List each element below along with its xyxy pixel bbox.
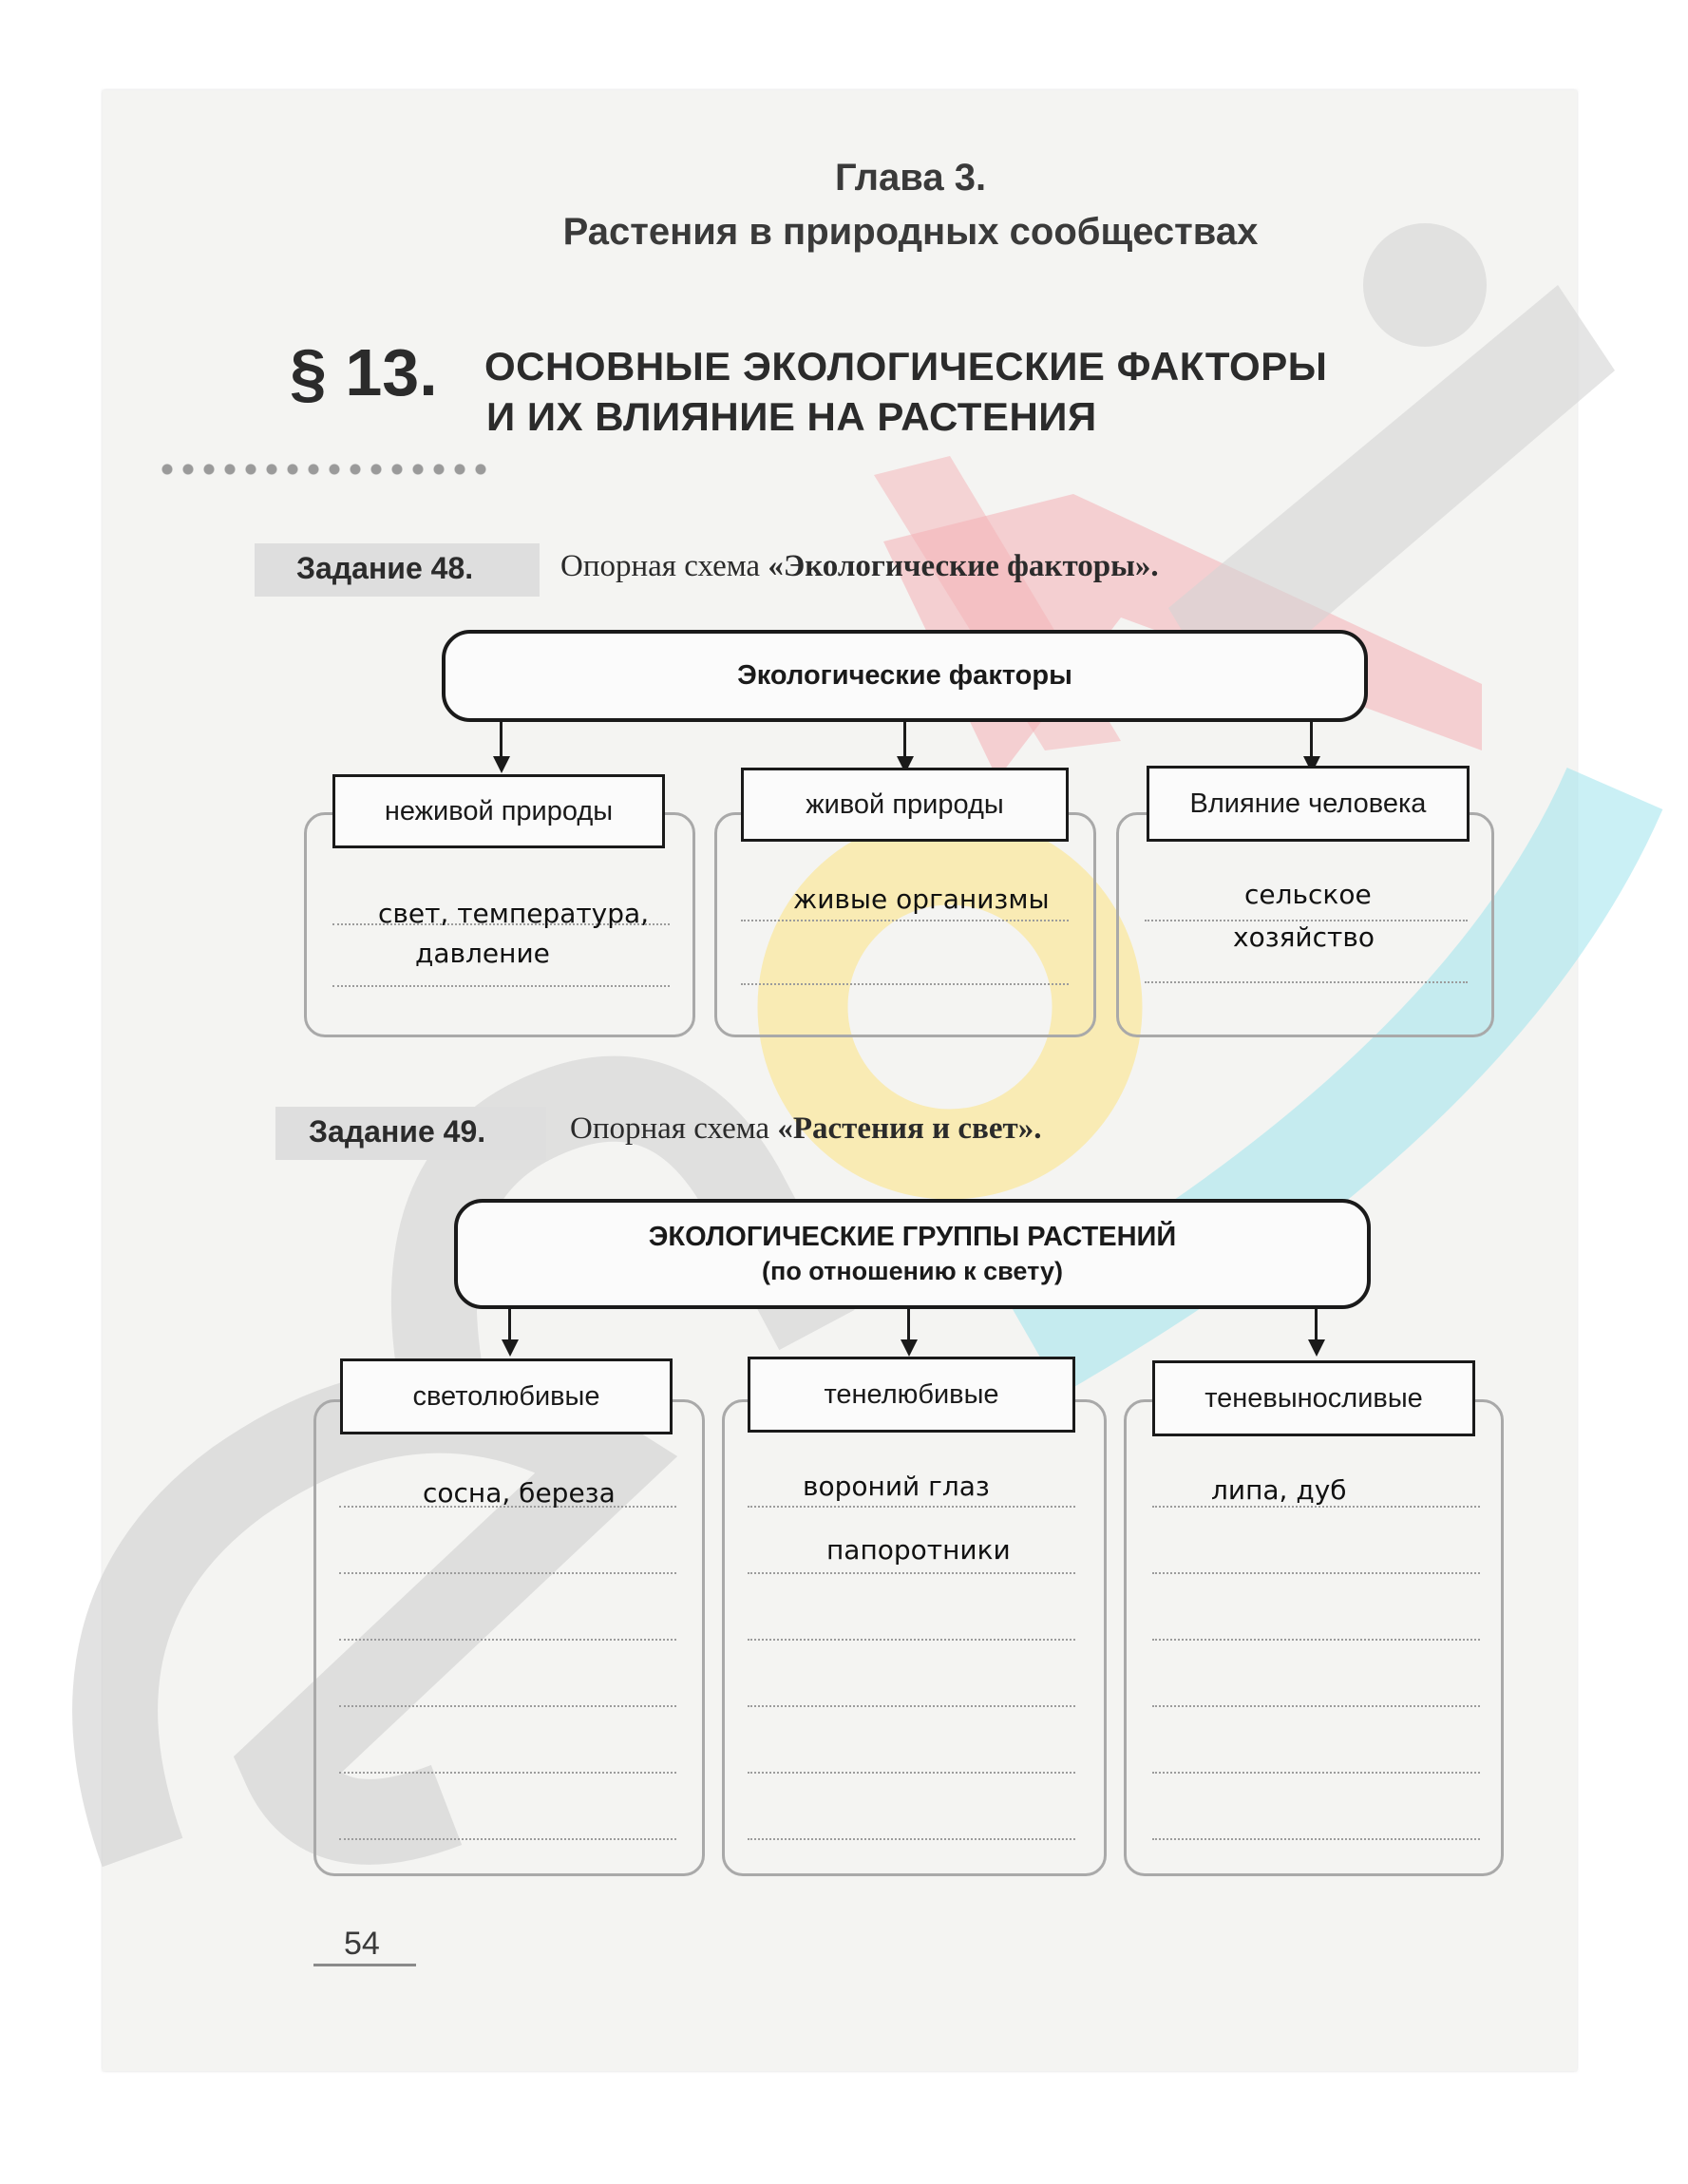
page-number-underline [313,1964,416,1966]
task49-branch-3-answer-line1: липа, дуб [1211,1474,1347,1506]
task48-branch-2-line-1 [741,920,1069,921]
task48-arrow-1-head [493,756,510,773]
task49-branch-2-answer-line1: вороний глаз [803,1471,990,1502]
task49-branch-3-line [1152,1639,1480,1641]
task49-branch-3-frame [1124,1399,1504,1876]
task49-branch-3-line [1152,1506,1480,1508]
task49-branch-3-line [1152,1705,1480,1707]
task48-branch-1-answer-line2: давление [415,938,550,969]
section-title-line2: И ИХ ВЛИЯНИЕ НА РАСТЕНИЯ [486,394,1097,439]
task48-branch-3-answer-line2: хозяйство [1233,921,1375,953]
task48-description-title: «Экологические факторы». [768,549,1159,583]
task49-branch-3-line [1152,1772,1480,1774]
task49-branch-3-line [1152,1572,1480,1574]
task49-label: Задание 49. [309,1114,486,1149]
task49-arrow-3-stem [1315,1309,1318,1341]
task49-branch-1-line [339,1772,676,1774]
task49-description-title: «Растения и свет». [777,1111,1042,1146]
task49-branch-2-label: тенелюбивые [748,1357,1075,1433]
task49-branch-2-line [748,1506,1075,1508]
task49-branch-1-line [339,1639,676,1641]
chapter-number: Глава 3. [834,157,987,199]
task48-description [560,549,1159,584]
task48-root-node [442,630,1368,722]
task48-branch-1-line-2 [332,985,670,987]
task49-branch-2-line [748,1772,1075,1774]
task48-description-prefix: Опорная схема [560,549,768,583]
task48-branch-1-answer-line1: свет, температура, [378,898,650,929]
task48-branch-2-label: живой природы [741,768,1069,842]
task49-root-node [454,1199,1371,1309]
task49-branch-3-line [1152,1838,1480,1840]
task49-root-label-line1: ЭКОЛОГИЧЕСКИЕ ГРУППЫ РАСТЕНИЙ [648,1222,1177,1252]
task48-arrow-1-stem [500,722,503,758]
task49-description-prefix: Опорная схема [570,1111,778,1146]
task49-branch-1-frame [313,1399,705,1876]
task49-branch-2-line [748,1838,1075,1840]
task49-arrow-2-head [901,1339,918,1357]
task48-arrow-2-stem [903,722,906,758]
task49-arrow-3-head [1308,1339,1325,1357]
task48-branch-3-line-2 [1145,981,1468,983]
task49-branch-1-line [339,1838,676,1840]
task49-arrow-2-stem [907,1309,910,1341]
task48-branch-2-line-2 [741,983,1069,985]
task49-branch-1-label: светолюбивые [340,1358,673,1434]
task49-branch-1-line [339,1705,676,1707]
task49-description [570,1111,1041,1147]
task48-label: Задание 48. [296,551,474,585]
task48-branch-2-frame [714,812,1096,1037]
task49-branch-2-line [748,1572,1075,1574]
section-number: § 13. [290,335,438,409]
task48-branch-3-answer-line1: сельское [1244,879,1372,910]
page-number: 54 [344,1926,380,1962]
task48-branch-2-answer-line1: живые организмы [793,883,1050,915]
task48-arrow-3-stem [1310,722,1313,758]
task49-branch-1-line [339,1572,676,1574]
section-title-line1: ОСНОВНЫЕ ЭКОЛОГИЧЕСКИЕ ФАКТОРЫ [484,344,1328,389]
chapter-title: Растения в природных сообществах [562,211,1259,253]
task49-branch-1-answer-line1: сосна, береза [423,1477,616,1509]
task48-branch-3-label: Влияние человека [1147,766,1470,842]
task49-branch-2-line [748,1705,1075,1707]
task49-branch-3-label: теневыносливые [1152,1360,1475,1436]
task49-root-label-line2: (по отношению к свету) [762,1257,1063,1285]
task48-root-label: Экологические факторы [737,660,1072,691]
task49-arrow-1-stem [508,1309,511,1341]
task49-arrow-1-head [502,1339,519,1357]
task48-branch-1-label: неживой природы [332,774,665,848]
task49-branch-2-line [748,1639,1075,1641]
decorative-dot-row [157,463,489,476]
task49-branch-2-answer-line2: папоротники [826,1534,1011,1566]
